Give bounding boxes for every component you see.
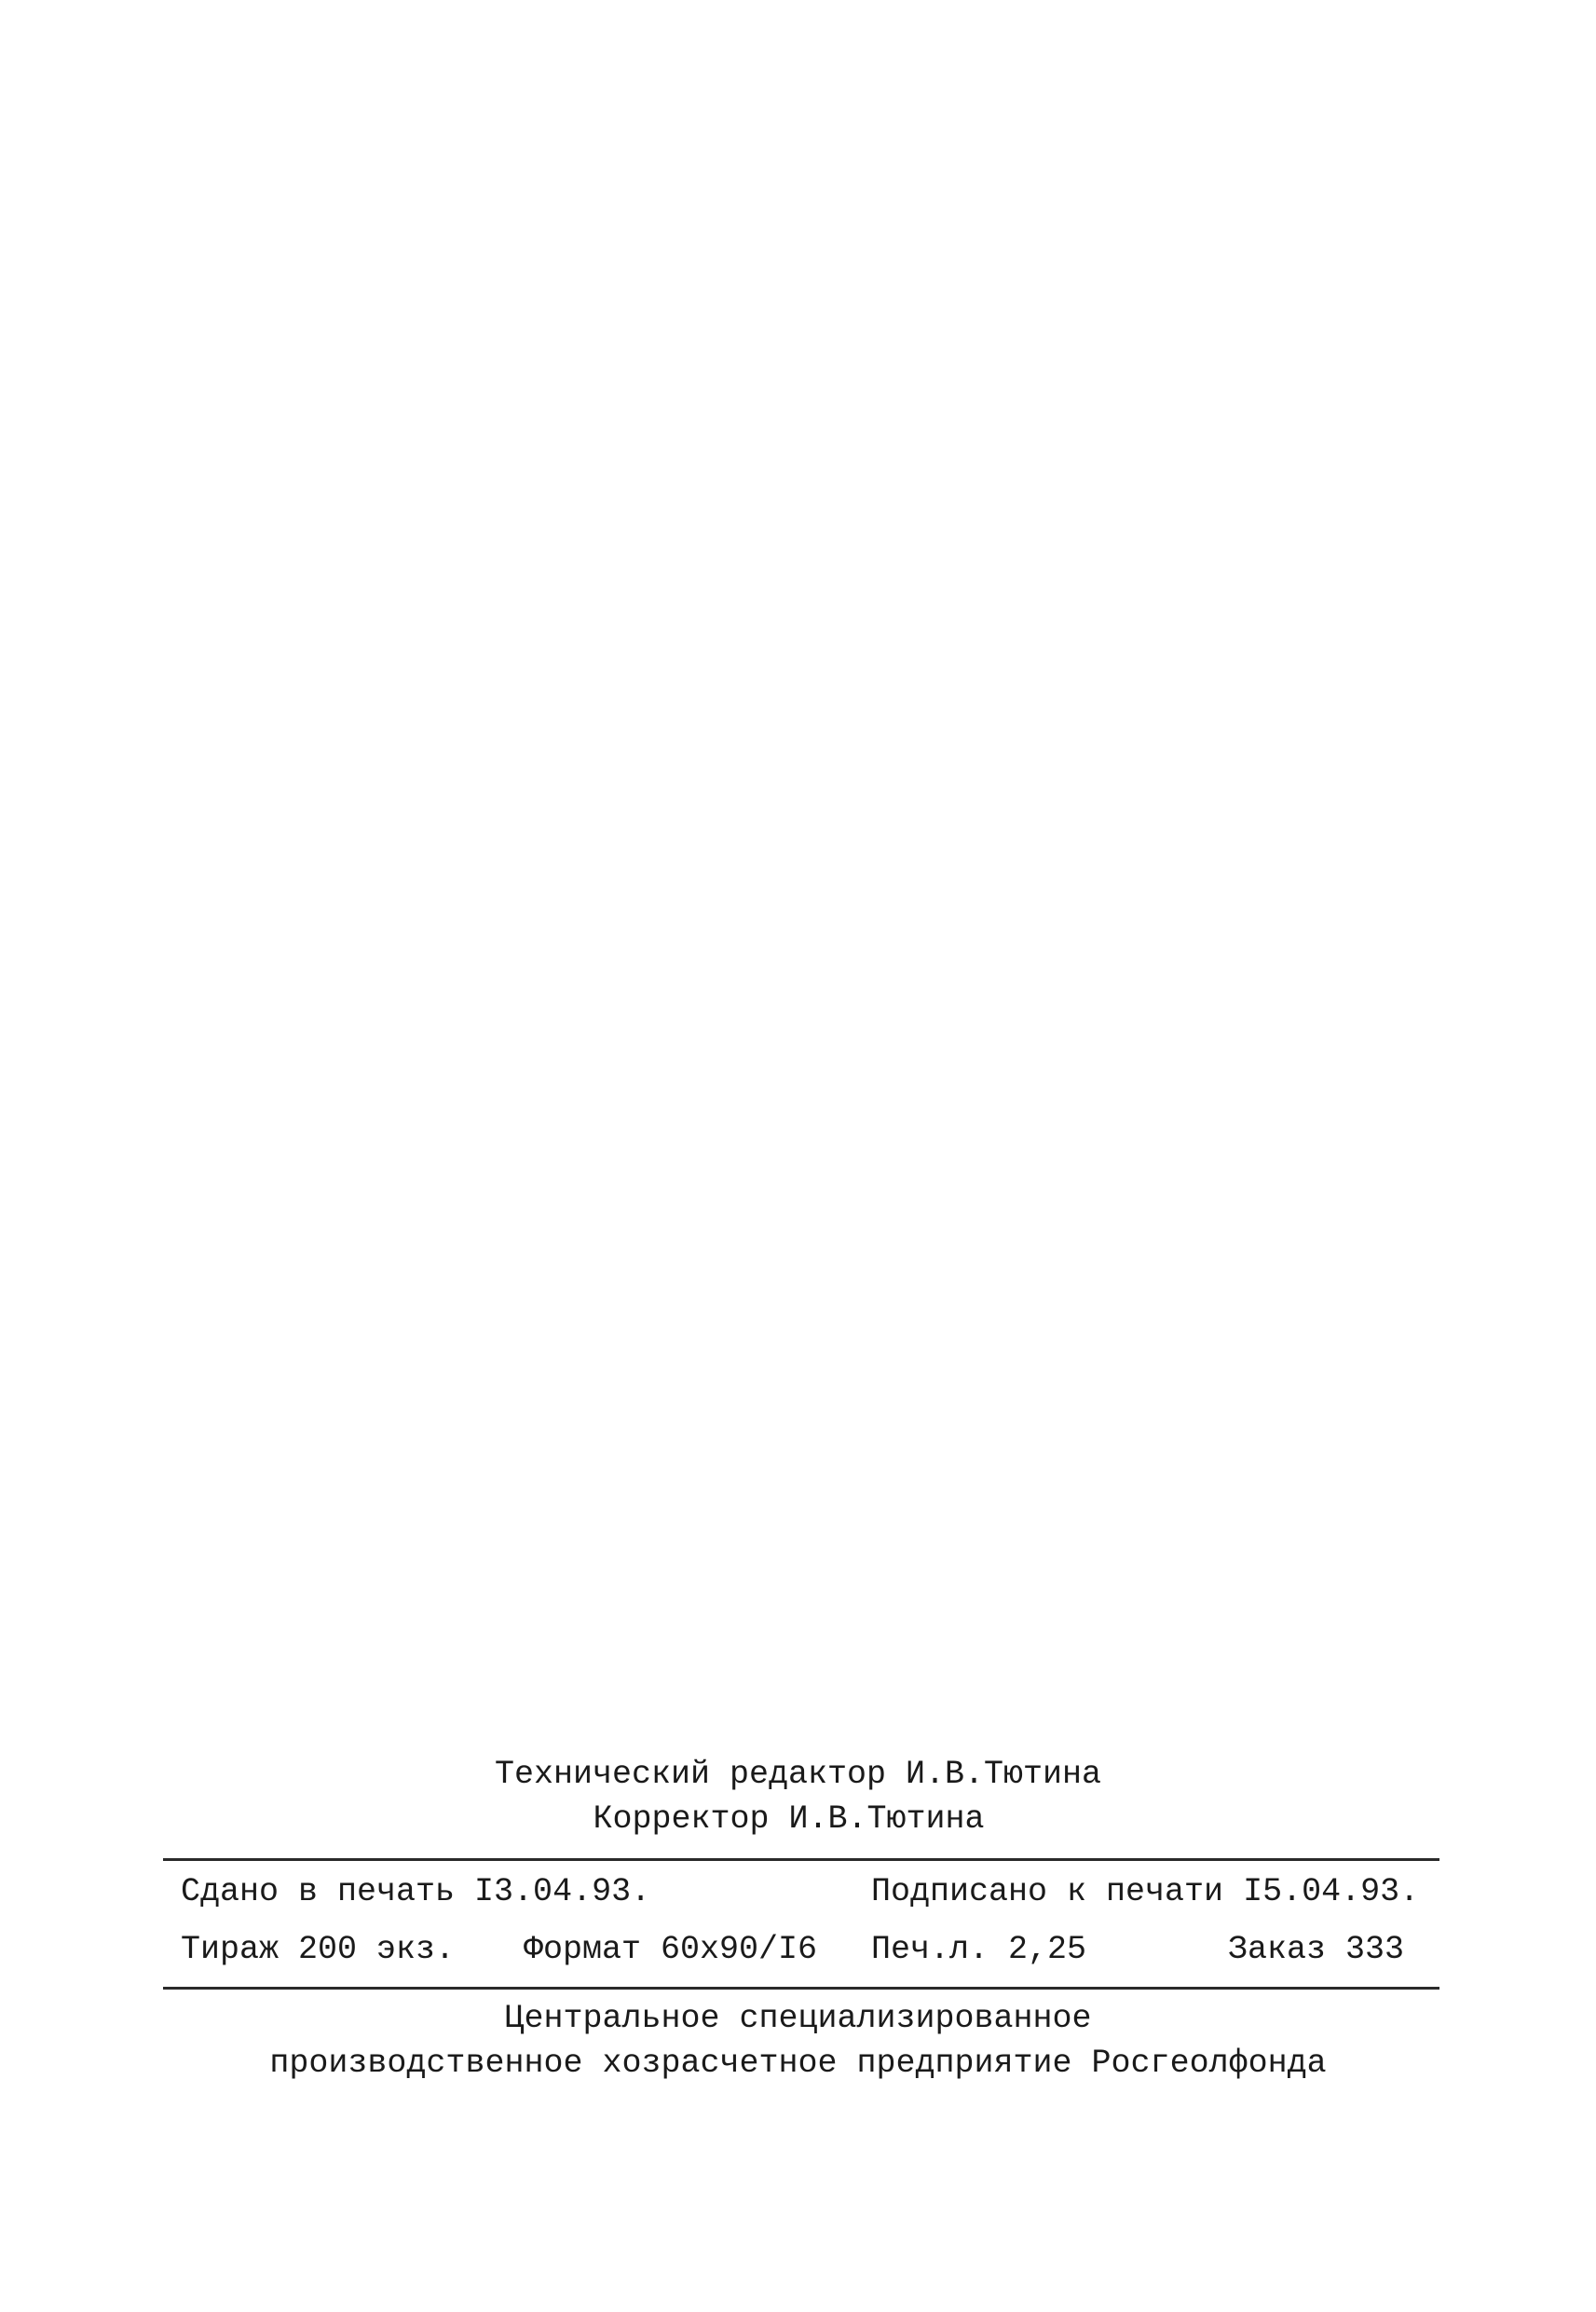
top-divider <box>163 1858 1439 1861</box>
submitted-to-print: Сдано в печать I3.04.93. <box>181 1873 651 1910</box>
organization-line-2: производственное хозрасчетное предприятие Росгеолфонда <box>269 2045 1327 2082</box>
print-run: Тираж 200 экз. <box>181 1931 456 1968</box>
bottom-divider <box>163 1987 1439 1990</box>
technical-editor: Технический редактор И.В.Тютина <box>494 1756 1102 1793</box>
printed-sheets: Печ.л. 2,25 <box>871 1931 1087 1968</box>
corrector: Корректор И.В.Тютина <box>593 1800 985 1838</box>
paper-format: Формат 60x90/I6 <box>524 1931 818 1968</box>
organization-line-1: Центральное специализированное <box>504 2000 1092 2037</box>
signed-for-print: Подписано к печати I5.04.93. <box>871 1873 1420 1910</box>
order-number: Заказ 333 <box>1228 1931 1405 1968</box>
